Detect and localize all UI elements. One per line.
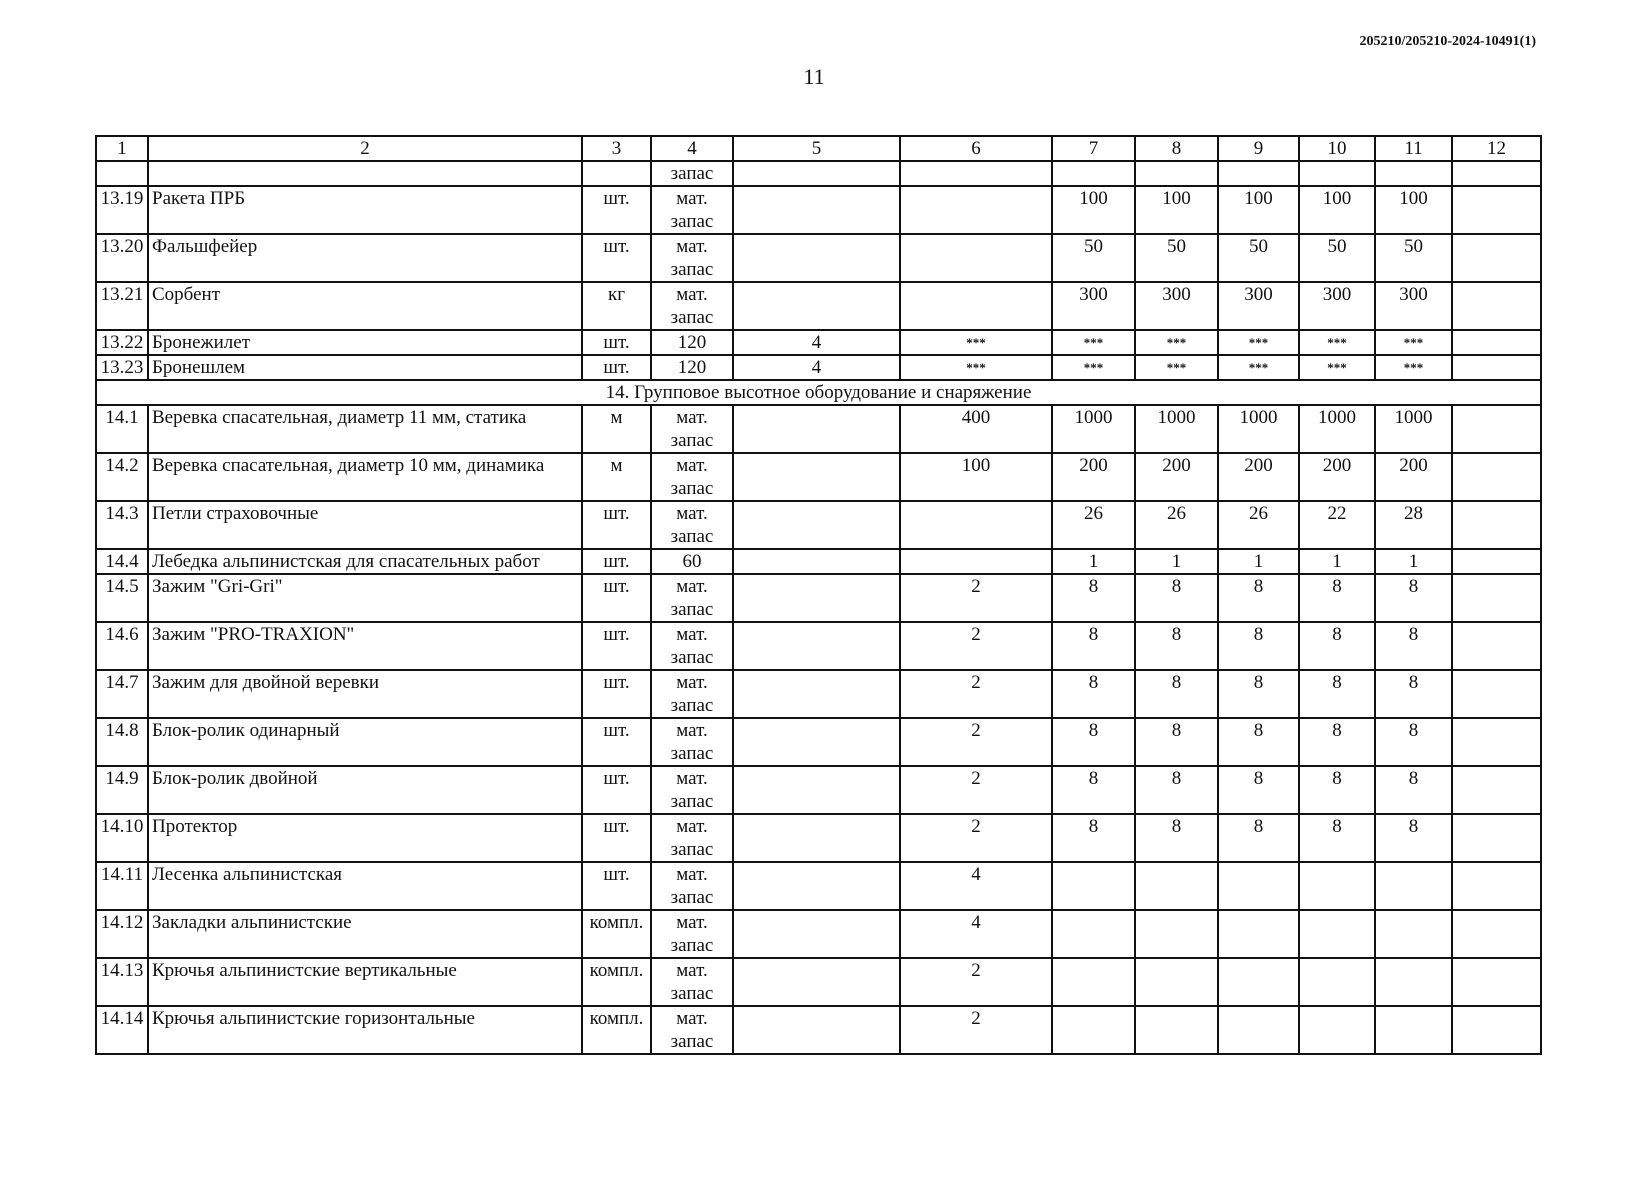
column-8-cell: 300 [1135,282,1218,330]
section-heading-row [96,380,1541,405]
table-row [96,814,1541,862]
column-7-cell: 8 [1052,718,1135,766]
unit-cell: компл. [582,910,651,958]
column-header: 1 [96,136,148,161]
column-10-cell: 50 [1299,234,1375,282]
column-10-cell: 22 [1299,501,1375,549]
table-cell [1135,161,1218,186]
unit-cell: шт. [582,355,651,380]
column-8-cell: 8 [1135,670,1218,718]
column-10-cell: 1000 [1299,405,1375,453]
column-6-cell [900,501,1052,549]
column-10-cell: 8 [1299,814,1375,862]
table-row [96,501,1541,549]
unit-cell: м [582,453,651,501]
item-name-cell: Блок-ролик одинарный [148,718,582,766]
table-row [96,282,1541,330]
item-name-cell: Зажим для двойной веревки [148,670,582,718]
column-9-cell: 8 [1218,574,1299,622]
column-5-cell [733,186,900,234]
column-9-cell: 100 [1218,186,1299,234]
column-12-cell [1452,549,1541,574]
column-10-cell [1299,862,1375,910]
item-name-cell: Ракета ПРБ [148,186,582,234]
column-5-cell [733,549,900,574]
item-number-cell: 13.21 [96,282,148,330]
unit-cell: шт. [582,766,651,814]
table-row [96,622,1541,670]
table-cell [1218,161,1299,186]
column-8-cell [1135,862,1218,910]
column-12-cell [1452,814,1541,862]
column-6-cell: *** [900,330,1052,355]
column-11-cell: 300 [1375,282,1452,330]
column-4-cell: мат. запас [651,501,733,549]
column-6-cell: 2 [900,718,1052,766]
column-7-cell: 200 [1052,453,1135,501]
column-12-cell [1452,234,1541,282]
column-5-cell [733,622,900,670]
column-11-cell [1375,862,1452,910]
column-4-cell: мат. запас [651,574,733,622]
column-7-cell: 8 [1052,814,1135,862]
unit-cell: шт. [582,670,651,718]
column-5-cell [733,501,900,549]
column-10-cell [1299,958,1375,1006]
column-8-cell: 8 [1135,766,1218,814]
table-row [96,574,1541,622]
equipment-table [95,135,1542,1055]
column-5-cell [733,234,900,282]
column-11-cell: 1000 [1375,405,1452,453]
column-6-cell: 2 [900,1006,1052,1054]
column-6-cell [900,282,1052,330]
column-11-cell: 1 [1375,549,1452,574]
column-4-cell: мат. запас [651,453,733,501]
column-5-cell [733,862,900,910]
page-number: 11 [803,64,825,89]
table-cell [148,161,582,186]
column-5-cell [733,910,900,958]
unit-cell: шт. [582,814,651,862]
column-8-cell: 8 [1135,814,1218,862]
column-4-cell: мат. запас [651,405,733,453]
column-7-cell: 1 [1052,549,1135,574]
column-8-cell: 1 [1135,549,1218,574]
column-header: 10 [1299,136,1375,161]
column-8-cell: 8 [1135,718,1218,766]
column-12-cell [1452,501,1541,549]
column-11-cell: 8 [1375,574,1452,622]
column-8-cell: 1000 [1135,405,1218,453]
column-10-cell [1299,910,1375,958]
unit-cell: шт. [582,330,651,355]
column-11-cell: 8 [1375,814,1452,862]
column-4-cell: мат. запас [651,282,733,330]
column-6-cell: 400 [900,405,1052,453]
column-8-cell: 100 [1135,186,1218,234]
column-header: 9 [1218,136,1299,161]
column-6-cell: 2 [900,622,1052,670]
item-name-cell: Лесенка альпинистская [148,862,582,910]
column-9-cell: 1 [1218,549,1299,574]
column-6-cell: 2 [900,958,1052,1006]
item-name-cell: Бронежилет [148,330,582,355]
column-header: 12 [1452,136,1541,161]
column-8-cell: 8 [1135,574,1218,622]
column-5-cell [733,766,900,814]
column-4-cell: мат. запас [651,814,733,862]
column-4-cell: мат. запас [651,862,733,910]
column-12-cell [1452,574,1541,622]
item-name-cell: Зажим "Gri-Gri" [148,574,582,622]
unit-cell: шт. [582,862,651,910]
column-8-cell: 200 [1135,453,1218,501]
column-11-cell: 8 [1375,622,1452,670]
item-number-cell: 14.4 [96,549,148,574]
table-cell [1452,161,1541,186]
column-header: 3 [582,136,651,161]
item-number-cell: 14.5 [96,574,148,622]
unit-cell: кг [582,282,651,330]
column-12-cell [1452,330,1541,355]
column-4-cell: мат. запас [651,958,733,1006]
item-number-cell: 14.14 [96,1006,148,1054]
column-5-cell [733,405,900,453]
column-7-cell [1052,1006,1135,1054]
unit-cell: шт. [582,574,651,622]
column-5-cell [733,1006,900,1054]
column-header: 6 [900,136,1052,161]
unit-cell: м [582,405,651,453]
column-header: 5 [733,136,900,161]
item-name-cell: Сорбент [148,282,582,330]
column-10-cell: *** [1299,330,1375,355]
column-7-cell: 26 [1052,501,1135,549]
item-name-cell: Крючья альпинистские вертикальные [148,958,582,1006]
column-11-cell [1375,910,1452,958]
table-cell [582,161,651,186]
column-6-cell: 2 [900,670,1052,718]
column-10-cell: 8 [1299,670,1375,718]
column-8-cell [1135,1006,1218,1054]
column-6-cell: 2 [900,766,1052,814]
table-cell [1052,161,1135,186]
column-4-cell: мат. запас [651,1006,733,1054]
column-9-cell [1218,958,1299,1006]
column-12-cell [1452,910,1541,958]
column-11-cell [1375,1006,1452,1054]
item-number-cell: 14.11 [96,862,148,910]
column-5-cell [733,718,900,766]
column-6-cell: 2 [900,574,1052,622]
unit-cell: шт. [582,549,651,574]
column-10-cell: 100 [1299,186,1375,234]
column-header: 8 [1135,136,1218,161]
column-9-cell: 8 [1218,718,1299,766]
column-6-cell: *** [900,355,1052,380]
item-number-cell: 14.13 [96,958,148,1006]
column-6-cell: 4 [900,910,1052,958]
column-12-cell [1452,282,1541,330]
column-8-cell [1135,910,1218,958]
continuation-row [96,161,1541,186]
item-name-cell: Веревка спасательная, диаметр 10 мм, динамика [148,453,582,501]
item-number-cell: 13.23 [96,355,148,380]
table-row [96,766,1541,814]
column-9-cell: *** [1218,330,1299,355]
table-row [96,1006,1541,1054]
item-name-cell: Блок-ролик двойной [148,766,582,814]
column-12-cell [1452,186,1541,234]
column-11-cell: 50 [1375,234,1452,282]
column-12-cell [1452,1006,1541,1054]
column-6-cell [900,186,1052,234]
column-8-cell: *** [1135,355,1218,380]
table-row [96,330,1541,355]
column-12-cell [1452,405,1541,453]
column-10-cell: 8 [1299,622,1375,670]
item-name-cell: Петли страховочные [148,501,582,549]
column-4-cell: мат. запас [651,186,733,234]
table-row [96,670,1541,718]
column-7-cell [1052,958,1135,1006]
item-number-cell: 13.19 [96,186,148,234]
table-row [96,234,1541,282]
column-4-cell: 60 [651,549,733,574]
item-number-cell: 14.6 [96,622,148,670]
column-header: 11 [1375,136,1452,161]
column-7-cell: 8 [1052,622,1135,670]
unit-cell: шт. [582,234,651,282]
table-row [96,910,1541,958]
column-11-cell: *** [1375,355,1452,380]
column-11-cell: 8 [1375,766,1452,814]
item-name-cell: Протектор [148,814,582,862]
column-8-cell: 8 [1135,622,1218,670]
column-5-cell [733,814,900,862]
column-header: 4 [651,136,733,161]
item-number-cell: 13.22 [96,330,148,355]
item-name-cell: Веревка спасательная, диаметр 11 мм, статика [148,405,582,453]
column-9-cell [1218,862,1299,910]
column-9-cell: 8 [1218,814,1299,862]
column-10-cell: 8 [1299,574,1375,622]
table-row [96,549,1541,574]
column-7-cell: 100 [1052,186,1135,234]
column-7-cell: *** [1052,330,1135,355]
column-10-cell: 8 [1299,766,1375,814]
table-cell [1299,161,1375,186]
column-10-cell: 1 [1299,549,1375,574]
item-number-cell: 14.9 [96,766,148,814]
column-header-row [96,136,1541,161]
column-10-cell: 200 [1299,453,1375,501]
item-name-cell: Зажим "PRO-TRAXION" [148,622,582,670]
item-name-cell: Фальшфейер [148,234,582,282]
column-7-cell: 8 [1052,670,1135,718]
table-cell [96,161,148,186]
column-6-cell [900,549,1052,574]
item-number-cell: 13.20 [96,234,148,282]
column-7-cell [1052,910,1135,958]
column-11-cell: 8 [1375,718,1452,766]
column-7-cell: *** [1052,355,1135,380]
column-4-cell: мат. запас [651,766,733,814]
item-number-cell: 14.12 [96,910,148,958]
column-8-cell [1135,958,1218,1006]
column-11-cell: 8 [1375,670,1452,718]
column-4-cell: 120 [651,355,733,380]
column-12-cell [1452,718,1541,766]
column-header: 2 [148,136,582,161]
column-7-cell: 300 [1052,282,1135,330]
column-12-cell [1452,622,1541,670]
column-6-cell: 4 [900,862,1052,910]
column-5-cell [733,574,900,622]
column-11-cell [1375,958,1452,1006]
column-11-cell: 200 [1375,453,1452,501]
column-4-cell: мат. запас [651,234,733,282]
table-row [96,958,1541,1006]
column-9-cell: 26 [1218,501,1299,549]
unit-cell: компл. [582,1006,651,1054]
column-6-cell [900,234,1052,282]
column-4-cell: мат. запас [651,718,733,766]
table-row [96,355,1541,380]
column-7-cell: 1000 [1052,405,1135,453]
column-9-cell: 8 [1218,766,1299,814]
column-11-cell: 100 [1375,186,1452,234]
column-12-cell [1452,862,1541,910]
column-8-cell: *** [1135,330,1218,355]
column-12-cell [1452,670,1541,718]
column-10-cell: 300 [1299,282,1375,330]
table-body [96,136,1541,1054]
column-7-cell: 50 [1052,234,1135,282]
column-6-cell: 100 [900,453,1052,501]
column-7-cell: 8 [1052,766,1135,814]
column-7-cell: 8 [1052,574,1135,622]
item-number-cell: 14.3 [96,501,148,549]
column-4-cell: 120 [651,330,733,355]
column-9-cell: *** [1218,355,1299,380]
column-12-cell [1452,958,1541,1006]
column-6-cell: 2 [900,814,1052,862]
item-number-cell: 14.2 [96,453,148,501]
column-12-cell [1452,766,1541,814]
section-title: 14. Групповое высотное оборудование и снаряжение [96,380,1541,405]
column-8-cell: 26 [1135,501,1218,549]
item-number-cell: 14.1 [96,405,148,453]
document-id: 205210/205210-2024-10491(1) [1359,34,1536,49]
table-row [96,453,1541,501]
column-11-cell: 28 [1375,501,1452,549]
column-11-cell: *** [1375,330,1452,355]
table-cell [733,161,900,186]
column-4-cell: мат. запас [651,622,733,670]
column-7-cell [1052,862,1135,910]
unit-cell: компл. [582,958,651,1006]
table-row [96,718,1541,766]
column-9-cell: 1000 [1218,405,1299,453]
table-row [96,405,1541,453]
column-10-cell: 8 [1299,718,1375,766]
column-5-cell [733,282,900,330]
column-9-cell [1218,1006,1299,1054]
item-name-cell: Закладки альпинистские [148,910,582,958]
item-number-cell: 14.10 [96,814,148,862]
column-5-cell [733,670,900,718]
column-9-cell [1218,910,1299,958]
column-5-cell: 4 [733,330,900,355]
column-12-cell [1452,355,1541,380]
column-12-cell [1452,453,1541,501]
item-name-cell: Крючья альпинистские горизонтальные [148,1006,582,1054]
item-name-cell: Бронешлем [148,355,582,380]
column-5-cell [733,958,900,1006]
table-cell: запас [651,161,733,186]
column-9-cell: 8 [1218,670,1299,718]
column-8-cell: 50 [1135,234,1218,282]
unit-cell: шт. [582,718,651,766]
column-10-cell: *** [1299,355,1375,380]
table-cell [900,161,1052,186]
column-5-cell [733,453,900,501]
unit-cell: шт. [582,622,651,670]
unit-cell: шт. [582,186,651,234]
table-cell [1375,161,1452,186]
table-row [96,862,1541,910]
column-4-cell: мат. запас [651,910,733,958]
column-5-cell: 4 [733,355,900,380]
column-header: 7 [1052,136,1135,161]
column-9-cell: 50 [1218,234,1299,282]
column-10-cell [1299,1006,1375,1054]
unit-cell: шт. [582,501,651,549]
column-9-cell: 200 [1218,453,1299,501]
item-number-cell: 14.7 [96,670,148,718]
item-number-cell: 14.8 [96,718,148,766]
item-name-cell: Лебедка альпинистская для спасательных работ [148,549,582,574]
column-4-cell: мат. запас [651,670,733,718]
table-row [96,186,1541,234]
column-9-cell: 8 [1218,622,1299,670]
column-9-cell: 300 [1218,282,1299,330]
